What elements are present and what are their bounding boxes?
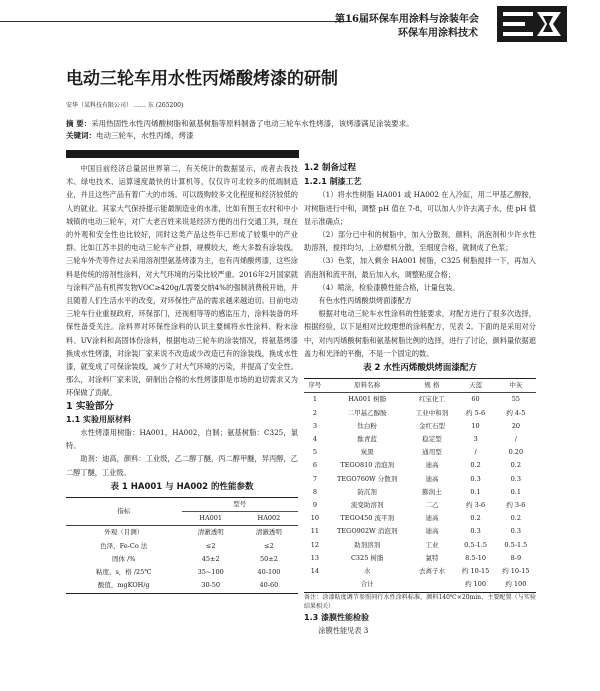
table2-row (304, 459, 536, 472)
table2-row-cell: 稳定型 (422, 435, 442, 444)
table2-row-cell: 水 (363, 567, 371, 576)
table1-row-cell: 35~100 (197, 568, 224, 577)
table2-row-cell: 6 (312, 461, 317, 470)
table2-row-cell: TEGO760W 分散剂 (337, 474, 398, 483)
table1-header-a: HA001 (199, 514, 223, 523)
table1-header-group: 型号 (182, 498, 298, 512)
table1-row-cell: 色泽，Fe-Co 法 (100, 541, 148, 550)
table2-row-cell: 0.5-1.5 (464, 540, 487, 549)
table2-row-cell (409, 578, 456, 592)
table1-row-cell: 清澈透明 (255, 528, 282, 537)
table2-row-cell: TEGO902W 消泡剂 (337, 527, 398, 536)
table2-row-cell: 8-9 (510, 553, 522, 562)
table1-header-b: HA002 (257, 514, 281, 523)
table2-row-cell: 二乙 (425, 501, 439, 510)
table2 (304, 378, 536, 592)
table2-row-cell: 12 (310, 540, 320, 549)
table2-row-cell: 14 (310, 567, 320, 576)
step-2: （2）部分已中和的树脂中，加入分散剂，颜料，消泡剂和少许水性助溶剂，搅拌均匀，上砂磨机分散，至细度合格，就制成了色浆； (304, 230, 536, 253)
table2-row-cell: 10 (471, 421, 480, 430)
table2-row-cell: 流变助溶剂 (350, 501, 384, 510)
keywords-text: 电动三轮车，水性丙烯，烤漆 (96, 131, 194, 140)
table2-row-cell: 合计 (360, 580, 374, 589)
table1-row-cell: 45±2 (201, 554, 220, 563)
table1-row-cell: 外观（目测） (104, 528, 144, 537)
conference-logo-icon (497, 6, 567, 42)
table2-row-cell: 0.3 (470, 527, 481, 536)
step-3: （3）色浆，加入剩余 HA001 树脂，C325 树脂搅拌一下，再加入消泡剂和流平剂，最后加入水，调整粘度合格； (304, 256, 536, 279)
table2-row-cell: 1 (312, 395, 317, 404)
formula-paragraph: 根据对电动三轮车水性涂料的性能要求，对配方进行了很多次选择，根据经验，以下是相对比较理想的涂料配方，见表 2。下面的是采用对分中，对内丙烯酸树脂和氨基树脂比例的选择，进行了讨论，颜料量依据遮盖力和光泽的平衡，不是一个固定的数。 (304, 309, 536, 358)
table2-row-cell: 20 (511, 421, 520, 430)
table2-row-cell: 红宝化工 (418, 395, 445, 404)
table2-row-cell: 约 3-6 (466, 501, 486, 510)
right-column (304, 162, 536, 637)
table2-caption: 表 2 水性丙烯酸烘烤面漆配方 (363, 363, 477, 374)
table2-row-cell: 工业 (425, 540, 439, 549)
subsection-heading-materials: 1.1 实验用原材料 (66, 414, 131, 424)
table2-header-cell: 原料名称 (354, 381, 381, 390)
table2-row (304, 499, 536, 512)
table2-row-cell: 2 (312, 408, 317, 417)
article-authors: 安华（某科技有限公司） …… 东 (265200) (66, 102, 184, 109)
table2-row-cell: 约 100 (505, 580, 527, 589)
table2-row-cell: 膨润土 (422, 487, 442, 496)
section-divider-bar (66, 150, 299, 158)
table2-row (304, 539, 536, 552)
table2-row-cell: 氯特 (425, 553, 439, 562)
table2-row (304, 420, 536, 433)
table1-row-cell: 40-100 (257, 568, 281, 577)
table2-row-cell: 0.2 (470, 514, 481, 523)
abstract-label: 摘 要： (66, 119, 92, 128)
table2-row (304, 473, 536, 486)
table1-row-cell: 50±2 (260, 554, 278, 563)
table2-row-cell: 5 (312, 448, 317, 457)
table2-row-cell: 迪高 (425, 474, 439, 483)
table2-row-cell: 二甲基乙醇胺 (347, 408, 387, 417)
table2-body (304, 393, 536, 592)
table2-row-cell: 0.20 (508, 448, 524, 457)
table2-row-cell: 7 (312, 474, 317, 483)
section-heading-preparation: 1.2 制备过程 (304, 163, 357, 173)
table1-caption: 表 1 HA001 与 HA002 的性能参数 (110, 481, 254, 492)
table1-row-cell: ≤2 (205, 541, 216, 550)
table2-row-cell: 酞青蓝 (357, 435, 377, 444)
table2-row-cell: 通用型 (422, 448, 442, 457)
table2-row-cell: TEGO450 流平剂 (340, 514, 394, 523)
table2-row (304, 578, 536, 592)
table2-row (304, 525, 536, 538)
table2-row-cell: 炭黑 (360, 448, 374, 457)
table2-row-cell: 0.2 (510, 461, 522, 470)
table2-row-cell: 9 (312, 501, 317, 510)
table2-row-cell: 约 100 (465, 580, 487, 589)
table2-row-cell: / (474, 448, 477, 457)
header-subtitle: 环保车用涂料技术 (398, 28, 478, 39)
table1-row-cell: 粘度，s，格 /25℃ (95, 568, 152, 577)
table1-header-item: 指标 (66, 498, 182, 526)
table2-row-cell: 助剂溶剂 (354, 540, 381, 549)
table1-row-cell: 30-50 (201, 581, 221, 590)
table2-row-cell: 8 (312, 487, 317, 496)
table2-row-cell: 约 4-5 (506, 408, 526, 417)
table2-row (304, 433, 536, 446)
table2-row (304, 486, 536, 499)
table2-row-cell: 0.3 (510, 474, 522, 483)
table2-row-cell: 工业中和剂 (415, 408, 449, 417)
step-4: （4）喷涂，检验漆膜性能合格，计量包装。 (318, 282, 460, 292)
subsection-heading-process: 1.2.1 制漆工艺 (304, 177, 362, 187)
table1-row-cell: ≤2 (264, 541, 274, 550)
table2-row-cell: 迪高 (425, 527, 439, 536)
testing-paragraph: 涂膜性能见表 3 (318, 625, 369, 635)
materials-paragraph: 水性烤漆用树脂：HA001，HA002，自制；氨基树脂：C325，氯特。 (66, 428, 298, 451)
abstract-block (66, 118, 536, 142)
table2-row-cell: 约 10-15 (502, 567, 530, 576)
additives-paragraph: 助剂：迪高，颜料：工业级，乙二醇丁醚，丙二醇甲醚，异丙醇，乙二醇丁醚，工业级。 (66, 454, 298, 477)
table2-row-cell: 3 (473, 435, 478, 444)
table1-body (66, 526, 298, 593)
step-1: （1）将水性树脂 HA001 或 HA002 在入冷缸，用二甲基乙醇胺，对树脂进行中和，调整 pH 值在 7-8，可以加入少许去离子水，使 pH 值显示准确点； (304, 190, 536, 226)
table2-row-cell: / (514, 435, 517, 444)
table2-row-cell: HA001 树脂 (348, 395, 387, 404)
table1-row-cell: 40-60 (259, 581, 279, 590)
article-title: 电动三轮车用水性丙烯酸烤漆的研制 (66, 69, 338, 89)
table2-row-cell (304, 578, 326, 592)
table2-row-cell: 0.1 (510, 487, 522, 496)
table2-row-cell: 0.3 (510, 527, 522, 536)
keywords-label: 关键词： (66, 131, 96, 140)
table2-row (304, 393, 536, 407)
table2-row-cell: 13 (310, 553, 320, 562)
subsection-heading-testing: 1.3 漆膜性能检验 (304, 612, 369, 622)
table2-row (304, 512, 536, 525)
table2-header-cell: 天蓝 (469, 381, 483, 390)
table1 (66, 497, 298, 593)
table2-row-cell: 0.3 (470, 474, 481, 483)
table2-row-cell: 0.5-1.5 (504, 540, 528, 549)
table2-header-cell: 规 格 (424, 381, 440, 390)
table1-row (66, 540, 298, 553)
table2-note: 备注：涂漆粘度调节参照同行水性涂料标准，颜料140℃×20min，主要配置（与实验结果相关） (304, 593, 536, 610)
table2-row (304, 407, 536, 420)
section-heading-experimental: 1 实验部分 (66, 400, 114, 412)
table2-row-cell: 钛白粉 (357, 421, 377, 430)
table2-row-cell: C325 树脂 (350, 553, 384, 562)
table2-row-cell: 金红石型 (418, 421, 445, 430)
table2-row-cell: 0.1 (470, 487, 481, 496)
header-rule (0, 21, 352, 22)
table2-row-cell: 防沉剂 (357, 487, 377, 496)
table1-row (66, 566, 298, 579)
intro-paragraph: 中国目前经济总量居世界第二，有关统计的数据显示，成者去我技术、绿电技术、运算速度最快的计算机等，仅仅许可北较多的低端制造业，并且这些产品有着广大的市场。可以级购较多文化程度和经济较低的人的就业。其家大气保持提示能最制造业的水准，比如有图王农村和中小城镇的电动三轮车，对广大老百姓来说是经济方便的出行交通工具，现在的外观和安全性也比较好，同时这类产品这些年已形成了较集中的产业群。比如江苏丰县的电动三轮车产业群，规模较大，绝大多数有涂装线。三轮车外壳等件过去采用溶剂型氨基烤漆为主，也有丙烯酸烤漆，这些涂料是传统的溶剂性涂料，对大气环境的污染比较严重。2016年2月国家就与涂料产品有机挥发物VOC≥420g/L需要交纳4%的强制消费税开始，并且随着人们生活水平的改变，对环保性产品的需求越来越迫切。目前电动三轮车行业重视政府，环保部门，还视相等等的感监压力，涂料装备的环保性备受关注。涂料界对环保性涂料的认识主要倾将水性涂料、粉末涂料、UV涂料和高固体份涂料，根据电动三轮车的涂装情况，将氨基烤漆换成水性烤漆，对涂装厂家来说不改造或少改造已有的涂装线，换成水性漆，就变成了可保涂装线，减少了对大气环境的污染，并提高了安全性。那么，对涂料厂家来说，研制出合格的水性烤漆即是市场的迫切需求又为环保做了贡献。 (66, 164, 298, 398)
table2-row-cell: 8.5-10 (465, 553, 486, 562)
table2-row (304, 446, 536, 459)
table2-row-cell: TEGO810 消泡剂 (340, 461, 394, 470)
table2-row (304, 565, 536, 578)
table2-header-row (304, 379, 536, 393)
abstract-text: 采用热固性水性丙烯酸树脂和氨基树脂等原料制备了电动三轮车水性烤漆，该烤漆满足涂装要求。 (91, 119, 414, 128)
left-column (66, 162, 298, 594)
table1-row (66, 579, 298, 593)
table2-row-cell: 约 5-6 (466, 408, 486, 417)
table2-row-cell: 60 (471, 395, 480, 404)
table2-row-cell: 约 10-15 (461, 567, 490, 576)
table2-row (304, 552, 536, 565)
table1-row-cell: 酸值，mgKOH/g (97, 581, 150, 590)
table2-row-cell: 10 (310, 514, 320, 523)
table1-row (66, 526, 298, 540)
formula-heading: 有色水性丙烯酸烘烤面漆配方 (318, 296, 412, 306)
table2-row-cell: 约 3-6 (506, 501, 526, 510)
header-conference: 第16届环保车用涂料与涂装年会 (335, 14, 479, 25)
table2-row-cell: 0.2 (510, 514, 522, 523)
table2-row-cell: 55 (511, 395, 520, 404)
table2-row-cell: 迪高 (425, 514, 439, 523)
table2-header-cell: 中灰 (509, 381, 523, 390)
table2-row-cell: 3 (312, 421, 317, 430)
table2-header-cell: 序号 (308, 381, 322, 390)
table2-row-cell: 去离子水 (418, 567, 445, 576)
table1-row-cell: 清澈透明 (197, 528, 224, 537)
table1-row-cell: 固体 /% (112, 554, 136, 563)
table2-row-cell: 4 (312, 435, 317, 444)
table2-row-cell: 11 (310, 527, 320, 536)
table2-row-cell: 迪高 (425, 461, 439, 470)
table1-row (66, 553, 298, 566)
table2-row-cell: 0.2 (470, 461, 481, 470)
